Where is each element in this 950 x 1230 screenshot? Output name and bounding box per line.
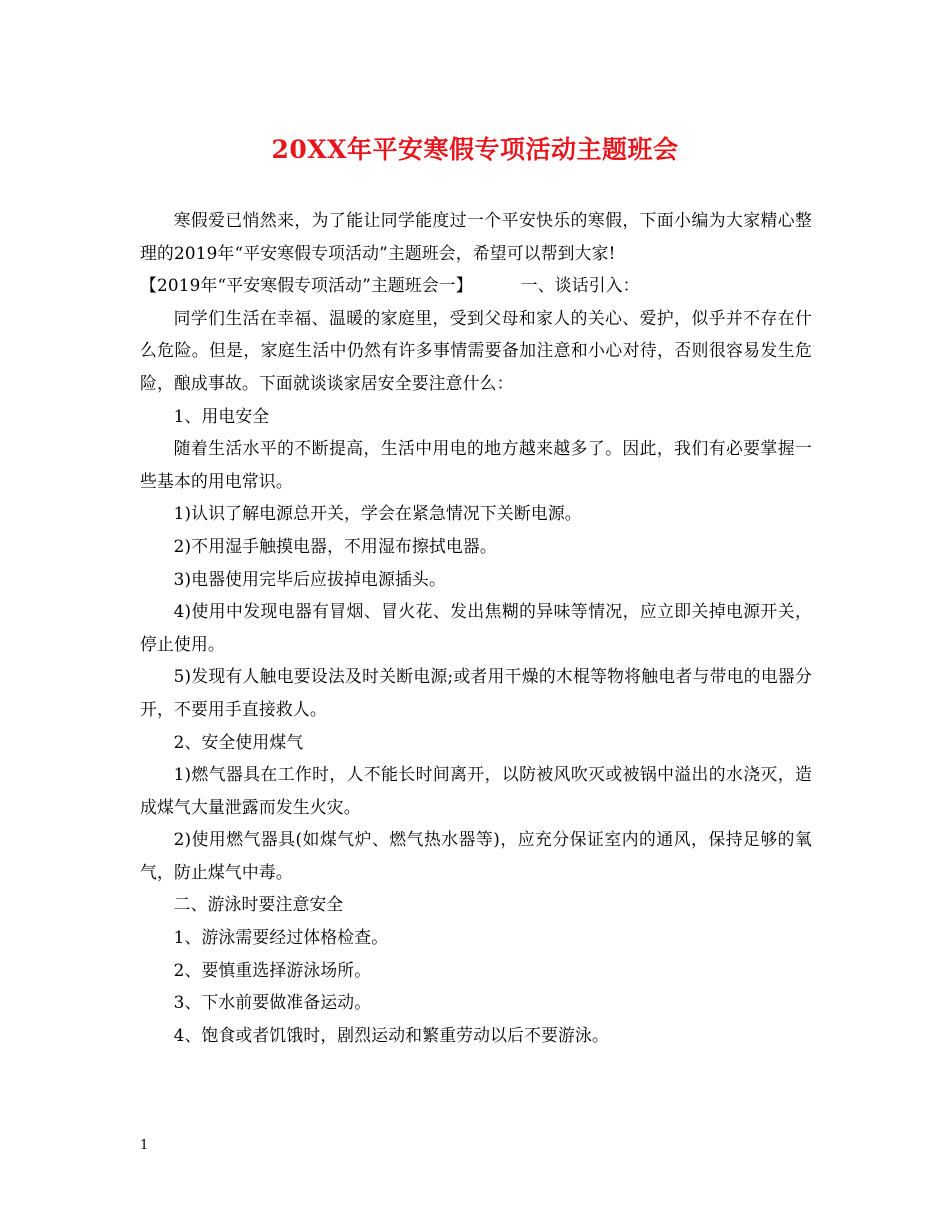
- home-safety-paragraph: 同学们生活在幸福、温暖的家庭里，受到父母和家人的关心、爱护，似乎并不存在什么危险。但是，家庭生活中仍然有许多事情需要备加注意和小心对待，否则很容易发生危险，酿成事故。下面就谈谈家居安全要注意什么：: [140, 307, 812, 393]
- intro-paragraph: 寒假爱已悄然来，为了能让同学能度过一个平安快乐的寒假，下面小编为大家精心整理的2019年“平安寒假专项活动”主题班会，希望可以帮到大家!: [140, 210, 812, 263]
- document-body: [140, 204, 812, 1051]
- electricity-item: 5)发现有人触电要设法及时关断电源;或者用干燥的木棍等物将触电者与带电的电器分开，不要用手直接救人。: [140, 666, 812, 719]
- gas-item: 1)燃气器具在工作时，人不能长时间离开，以防被风吹灭或被锅中溢出的水浇灭，造成煤气大量泄露而发生火灾。: [140, 764, 812, 817]
- electricity-item: 3)电器使用完毕后应拔掉电源插头。: [173, 568, 446, 589]
- section-header-line: [140, 269, 812, 302]
- swimming-item: 1、游泳需要经过体格检查。: [173, 927, 389, 948]
- gas-heading: 2、安全使用煤气: [173, 731, 304, 752]
- electricity-intro: 随着生活水平的不断提高，生活中用电的地方越来越多了。因此，我们有必要掌握一些基本的用电常识。: [140, 438, 812, 491]
- section-subheading: 一、谈话引入：: [520, 275, 640, 296]
- electricity-item: 4)使用中发现电器有冒烟、冒火花、发出焦糊的异味等情况，应立即关掉电源开关，停止使用。: [140, 601, 812, 654]
- section-header: 【2019年“平安寒假专项活动”主题班会一】: [140, 275, 473, 296]
- swimming-heading: 二、游泳时要注意安全: [173, 894, 344, 915]
- page-number: 1: [140, 1138, 149, 1153]
- swimming-item: 2、要慎重选择游泳场所。: [173, 959, 372, 980]
- swimming-item: 3、下水前要做准备运动。: [173, 992, 372, 1013]
- electricity-item: 2)不用湿手触摸电器，不用湿布擦拭电器。: [173, 535, 497, 556]
- document-title: 20XX年平安寒假专项活动主题班会: [271, 135, 679, 164]
- gas-item: 2)使用燃气器具(如煤气炉、燃气热水器等)，应充分保证室内的通风，保持足够的氧气，防止煤气中毒。: [140, 829, 812, 882]
- swimming-item: 4、饱食或者饥饿时，剧烈运动和繁重劳动以后不要游泳。: [173, 1024, 610, 1045]
- electricity-heading: 1、用电安全: [173, 405, 270, 426]
- electricity-item: 1)认识了解电源总开关，学会在紧急情况下关断电源。: [173, 503, 582, 524]
